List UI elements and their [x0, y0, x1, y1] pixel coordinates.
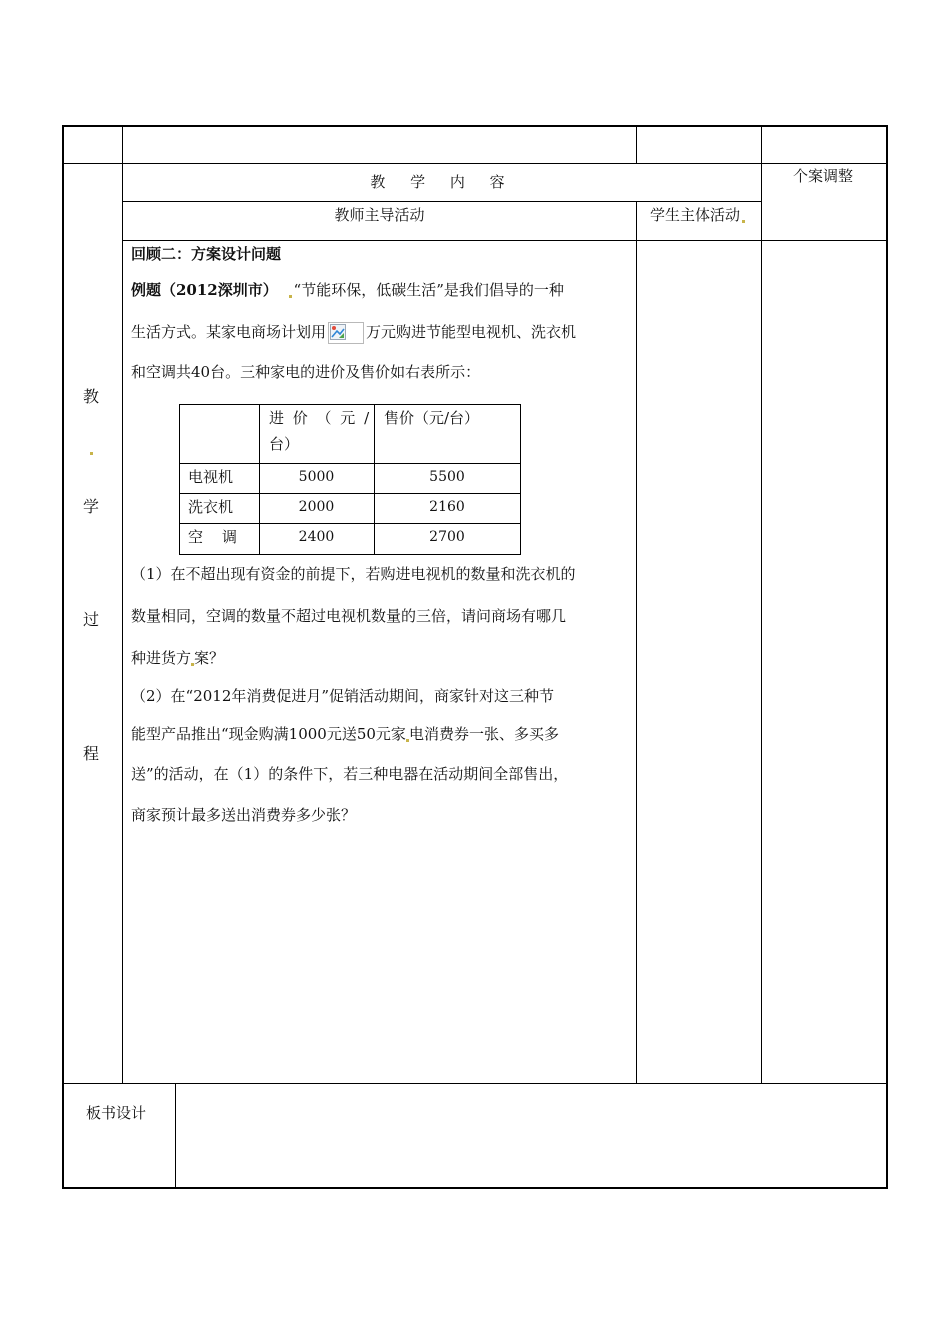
price-table-line	[179, 523, 521, 524]
process-char-4: 程	[82, 744, 99, 763]
row-cost: 5000	[298, 469, 335, 485]
header-cost-line-2: 台）	[269, 435, 300, 453]
row-divider-2	[123, 201, 762, 202]
row-divider-3	[123, 240, 888, 241]
marker-dot	[742, 220, 745, 223]
row-price: 2700	[429, 529, 465, 545]
col-divider-student	[636, 125, 637, 163]
price-table-line	[520, 404, 521, 555]
marker-dot	[90, 452, 93, 455]
student-activity-header	[650, 208, 747, 223]
example-label: 例题（2012深圳市）	[131, 281, 278, 299]
table-bottom-border	[62, 1187, 888, 1189]
question-1-line-3	[131, 651, 631, 666]
review-title: 回顾二：方案设计问题	[131, 245, 282, 263]
question-2-line-1: （2）在“2012年消费促进月”促销活动期间，商家针对这三种节	[131, 687, 555, 705]
price-table-line	[179, 493, 521, 494]
process-char-3: 过	[82, 610, 99, 629]
col-divider-board	[175, 1083, 176, 1188]
adjust-header: 个案调整	[793, 167, 854, 185]
price-table-line	[179, 404, 180, 555]
example-line-2-after: 万元购进节能型电视机、洗衣机	[366, 323, 577, 341]
question-2-line-3: 送”的活动，在（1）的条件下，若三种电器在活动期间全部售出，	[131, 765, 569, 783]
price-table-line	[179, 463, 521, 464]
table-top-border	[62, 125, 888, 127]
section-header: 教 学 内 容	[370, 173, 515, 191]
question-2-line-4: 商家预计最多送出消费券多少张？	[131, 806, 357, 824]
teacher-activity-label: 教师主导活动	[334, 206, 425, 224]
price-table-line	[179, 554, 521, 555]
question-1-line-2: 数量相同，空调的数量不超过电视机数量的三倍，请问商场有哪几	[131, 607, 567, 625]
marker-dot	[289, 295, 292, 298]
row-item: 洗衣机	[188, 498, 234, 516]
row-price: 5500	[429, 469, 465, 485]
row-cost: 2000	[298, 499, 335, 515]
question-1-line-1: （1）在不超出现有资金的前提下，若购进电视机的数量和洗衣机的	[131, 565, 576, 583]
question-2-line-2-a: 能型产品推出“现金购满1000元送50元家	[131, 725, 406, 743]
student-activity-label: 学生主体活动	[650, 206, 741, 224]
row-price: 2160	[429, 499, 465, 515]
row-cost: 2400	[298, 529, 335, 545]
row-divider-4	[62, 1083, 888, 1084]
process-char-2: 学	[82, 497, 99, 516]
question-2-line-2-b: 电消费券一张、多买多	[408, 725, 559, 743]
header-cost-line-1: 进 价 （ 元 /	[269, 409, 372, 427]
col-divider-label	[122, 125, 123, 1084]
price-table	[179, 404, 521, 555]
col-divider-adjust	[761, 125, 762, 1084]
example-line-2	[131, 322, 631, 344]
price-table-line	[179, 404, 521, 405]
board-design-label: 板书设计	[86, 1104, 147, 1122]
process-char-1: 教	[82, 387, 99, 406]
example-line-2-before: 生活方式。某家电商场计划用	[131, 323, 327, 341]
question-2-line-2	[131, 727, 631, 742]
table-right-border	[886, 125, 888, 1188]
question-1-line-3-a: 种进货方	[131, 649, 192, 667]
table-left-border	[62, 125, 64, 1188]
question-1-line-3-b: 案？	[194, 649, 225, 667]
row-item: 空 调	[188, 528, 240, 546]
example-line-3: 和空调共40台。三种家电的进价及售价如右表所示：	[131, 363, 481, 381]
process-char-dot	[60, 436, 122, 455]
row-item: 电视机	[188, 468, 234, 486]
row-divider-1	[62, 163, 888, 164]
teacher-activity-header	[123, 208, 636, 223]
header-price: 售价（元/台）	[384, 409, 480, 427]
col-divider-student-2	[636, 201, 637, 1084]
broken-image-icon	[328, 322, 364, 344]
example-line-1-text: “节能环保，低碳生活”是我们倡导的一种	[293, 281, 564, 299]
example-line-1	[131, 283, 631, 298]
